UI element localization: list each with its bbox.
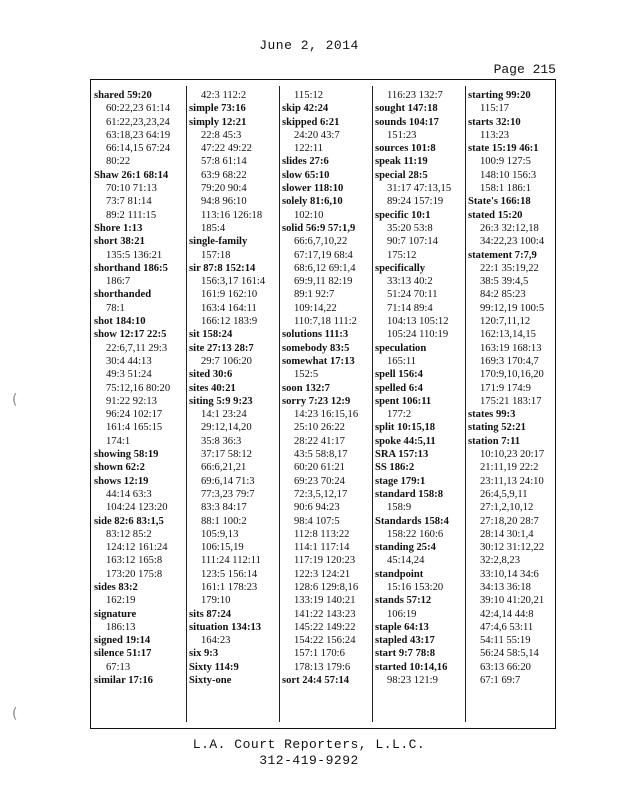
index-reference: 78:1 xyxy=(106,302,125,314)
index-reference: 42:3 112:2 xyxy=(201,90,247,101)
index-reference: 22:6,7,11 29:3 xyxy=(106,342,168,354)
index-term: special 28:5 xyxy=(375,169,428,181)
column-divider xyxy=(186,86,187,722)
index-term: stage 179:1 xyxy=(375,475,426,487)
index-reference: 23:11,13 24:10 xyxy=(480,475,544,487)
index-reference: 57:8 61:14 xyxy=(201,156,247,168)
index-reference: 112:8 113:22 xyxy=(294,528,350,540)
index-reference: 165:11 xyxy=(387,355,417,367)
index-term: solely 81:6,10 xyxy=(282,196,343,208)
index-reference: 42:4,14 44:8 xyxy=(480,608,534,620)
index-reference: 117:19 120:23 xyxy=(294,555,356,567)
index-reference: 111:24 112:11 xyxy=(201,555,261,567)
index-reference: 31:17 47:13,15 xyxy=(387,183,452,195)
index-term: Shore 1:13 xyxy=(94,222,143,234)
index-reference: 89:24 157:19 xyxy=(387,196,444,208)
index-term: state 15:19 46:1 xyxy=(468,143,539,155)
index-reference: 110:7,18 111:2 xyxy=(294,316,357,328)
index-term: standpoint xyxy=(375,568,424,580)
index-term: spent 106:11 xyxy=(375,395,432,407)
index-term: statement 7:7,9 xyxy=(468,249,537,261)
index-reference: 69:9,11 82:19 xyxy=(294,276,353,288)
index-reference: 22:1 35:19,22 xyxy=(480,262,539,274)
index-term: solid 56:9 57:1,9 xyxy=(282,222,356,234)
index-reference: 71:14 89:4 xyxy=(387,302,433,314)
index-term: siting 5:9 9:23 xyxy=(189,395,253,407)
index-reference: 115:17 xyxy=(480,103,510,115)
index-reference: 114:1 117:14 xyxy=(294,542,350,554)
index-term: SRA 157:13 xyxy=(375,449,429,461)
index-reference: 105:9,13 xyxy=(201,528,239,540)
index-reference: 21:11,19 22:2 xyxy=(480,462,539,474)
index-reference: 63:18,23 64:19 xyxy=(106,129,171,141)
index-term: SS 186:2 xyxy=(375,462,415,474)
index-reference: 141:22 143:23 xyxy=(294,608,356,620)
index-term: sits 87:24 xyxy=(189,608,232,620)
index-term: spelled 6:4 xyxy=(375,382,423,394)
index-reference: 135:5 136:21 xyxy=(106,249,163,261)
index-term: spoke 44:5,11 xyxy=(375,435,436,447)
index-term: Sixty-one xyxy=(189,675,232,687)
index-reference: 99:12,19 100:5 xyxy=(480,302,545,314)
index-term: shown 62:2 xyxy=(94,462,145,474)
index-reference: 186:7 xyxy=(106,276,131,288)
index-reference: 66:6,7,10,22 xyxy=(294,236,348,248)
index-reference: 88:1 100:2 xyxy=(201,515,247,527)
index-reference: 45:14,24 xyxy=(387,555,425,567)
index-reference: 75:12,16 80:20 xyxy=(106,382,171,394)
index-reference: 67:13 xyxy=(106,661,131,673)
column-divider xyxy=(372,86,373,722)
transcript-date: June 2, 2014 xyxy=(259,38,359,53)
index-reference: 30:4 44:13 xyxy=(106,355,152,367)
index-term: standard 158:8 xyxy=(375,488,443,500)
index-reference: 109:14,22 xyxy=(294,302,337,314)
index-reference: 77:3,23 79:7 xyxy=(201,488,255,500)
index-reference: 171:9 174:9 xyxy=(480,382,531,394)
index-reference: 68:6,12 69:1,4 xyxy=(294,262,356,274)
index-reference: 104:24 123:20 xyxy=(106,502,168,514)
index-reference: 60:20 61:21 xyxy=(294,462,345,474)
index-column-1 xyxy=(94,89,186,687)
index-term: skipped 6:21 xyxy=(282,116,340,128)
index-reference: 67:1 69:7 xyxy=(480,675,521,687)
index-reference: 89:2 111:15 xyxy=(106,209,157,221)
index-reference: 162:19 xyxy=(106,595,136,607)
index-reference: 177:2 xyxy=(387,409,412,421)
index-reference: 105:24 110:19 xyxy=(387,329,449,341)
index-term: sit 158:24 xyxy=(189,329,233,341)
index-reference: 185:4 xyxy=(201,222,226,234)
index-term: signature xyxy=(94,608,137,620)
index-reference: 133:19 140:21 xyxy=(294,595,356,607)
index-reference: 84:2 85:23 xyxy=(480,289,526,301)
index-reference: 106:15,19 xyxy=(201,542,244,554)
index-reference: 163:4 164:11 xyxy=(201,302,257,314)
index-reference: 14:23 16:15,16 xyxy=(294,409,359,421)
index-reference: 39:10 41:20,21 xyxy=(480,595,545,607)
index-term: sounds 104:17 xyxy=(375,116,439,128)
index-term: sir 87:8 152:14 xyxy=(189,262,256,274)
index-term: skip 42:24 xyxy=(282,103,329,115)
index-reference: 169:3 170:4,7 xyxy=(480,355,539,367)
index-term: spell 156:4 xyxy=(375,369,423,381)
index-term: split 10:15,18 xyxy=(375,422,436,434)
index-term: similar 17:16 xyxy=(94,675,153,687)
index-reference: 10:10,23 20:17 xyxy=(480,449,545,461)
index-reference: 49:3 51:24 xyxy=(106,369,152,381)
index-column-3 xyxy=(282,89,374,687)
index-term: solutions 111:3 xyxy=(282,329,349,341)
index-term: speculation xyxy=(375,342,427,354)
index-term: signed 19:14 xyxy=(94,635,151,647)
index-reference: 123:5 156:14 xyxy=(201,568,258,580)
index-reference: 115:12 xyxy=(294,90,324,101)
index-reference: 122:3 124:21 xyxy=(294,568,351,580)
index-reference: 124:12 161:24 xyxy=(106,542,168,554)
index-term: Shaw 26:1 68:14 xyxy=(94,169,169,181)
index-term: speak 11:19 xyxy=(375,156,428,168)
index-term: shot 184:10 xyxy=(94,316,146,328)
index-reference: 158:22 160:6 xyxy=(387,528,444,540)
index-reference: 73:7 81:14 xyxy=(106,196,152,208)
index-reference: 69:23 70:24 xyxy=(294,475,345,487)
index-term: sides 83:2 xyxy=(94,581,138,593)
index-reference: 158:9 xyxy=(387,502,412,514)
index-term: slides 27:6 xyxy=(282,156,329,168)
index-reference: 161:9 162:10 xyxy=(201,289,258,301)
index-reference: 151:23 xyxy=(387,129,417,141)
index-reference: 100:9 127:5 xyxy=(480,156,531,168)
index-reference: 15:16 153:20 xyxy=(387,581,444,593)
index-reference: 47:22 49:22 xyxy=(201,143,252,155)
index-reference: 102:10 xyxy=(294,209,324,221)
index-term: side 82:6 83:1,5 xyxy=(94,515,164,527)
page-number: Page 215 xyxy=(493,62,556,77)
index-reference: 27:1,2,10,12 xyxy=(480,502,534,514)
index-reference: 38:5 39:4,5 xyxy=(480,276,529,288)
index-reference: 26:3 32:12,18 xyxy=(480,222,539,234)
index-term: slower 118:10 xyxy=(282,183,344,195)
index-reference: 44:14 63:3 xyxy=(106,488,152,500)
index-reference: 173:20 175:8 xyxy=(106,568,163,580)
index-term: specific 10:1 xyxy=(375,209,431,221)
index-reference: 27:18,20 28:7 xyxy=(480,515,539,527)
index-term: shows 12:19 xyxy=(94,475,149,487)
index-term: stated 15:20 xyxy=(468,209,523,221)
index-reference: 156:3,17 161:4 xyxy=(201,276,266,288)
index-reference: 113:16 126:18 xyxy=(201,209,263,221)
index-reference: 174:1 xyxy=(106,435,131,447)
index-term: stapled 43:17 xyxy=(375,635,435,647)
index-reference: 178:13 179:6 xyxy=(294,661,351,673)
index-reference: 175:21 183:17 xyxy=(480,395,542,407)
index-term: single-family xyxy=(189,236,248,248)
index-reference: 166:12 183:9 xyxy=(201,316,258,328)
index-term: starting 99:20 xyxy=(468,90,531,101)
index-reference: 158:1 186:1 xyxy=(480,183,531,195)
index-reference: 24:20 43:7 xyxy=(294,129,340,141)
index-term: starts 32:10 xyxy=(468,116,521,128)
column-divider xyxy=(279,86,280,722)
index-reference: 54:11 55:19 xyxy=(480,635,531,647)
index-reference: 186:13 xyxy=(106,621,136,633)
index-reference: 30:12 31:12,22 xyxy=(480,542,545,554)
index-reference: 33:10,14 34:6 xyxy=(480,568,539,580)
index-term: somewhat 17:13 xyxy=(282,355,355,367)
index-term: Standards 158:4 xyxy=(375,515,449,527)
index-reference: 47:4,6 53:11 xyxy=(480,621,534,633)
index-reference: 91:22 92:13 xyxy=(106,395,157,407)
index-term: stating 52:21 xyxy=(468,422,526,434)
index-reference: 66:6,21,21 xyxy=(201,462,247,474)
index-reference: 35:20 53:8 xyxy=(387,222,433,234)
index-reference: 157:18 xyxy=(201,249,231,261)
index-reference: 56:24 58:5,14 xyxy=(480,648,539,660)
index-term: situation 134:13 xyxy=(189,621,262,633)
index-reference: 79:20 90:4 xyxy=(201,183,247,195)
index-reference: 98:4 107:5 xyxy=(294,515,340,527)
index-term: states 99:3 xyxy=(468,409,516,421)
index-term: start 9:7 78:8 xyxy=(375,648,436,660)
index-reference: 148:10 156:3 xyxy=(480,169,537,181)
index-term: sited 30:6 xyxy=(189,369,233,381)
index-term: soon 132:7 xyxy=(282,382,330,394)
index-reference: 37:17 58:12 xyxy=(201,449,252,461)
index-reference: 26:4,5,9,11 xyxy=(480,488,528,500)
index-term: State's 166:18 xyxy=(468,196,531,208)
index-reference: 154:22 156:24 xyxy=(294,635,356,647)
index-reference: 113:23 xyxy=(480,129,510,141)
punch-hole-mark: ( xyxy=(12,706,18,722)
index-term: shared 59:20 xyxy=(94,90,152,101)
index-reference: 90:6 94:23 xyxy=(294,502,340,514)
index-reference: 83:12 85:2 xyxy=(106,528,152,540)
index-reference: 163:19 168:13 xyxy=(480,342,542,354)
index-reference: 106:19 xyxy=(387,608,417,620)
index-reference: 34:13 36:18 xyxy=(480,581,531,593)
index-reference: 69:6,14 71:3 xyxy=(201,475,255,487)
column-divider xyxy=(465,86,466,722)
index-reference: 145:22 149:22 xyxy=(294,621,356,633)
index-term: show 12:17 22:5 xyxy=(94,329,167,341)
index-term: Sixty 114:9 xyxy=(189,661,239,673)
index-reference: 128:6 129:8,16 xyxy=(294,581,359,593)
index-column-4 xyxy=(375,89,467,687)
index-term: somebody 83:5 xyxy=(282,342,350,354)
index-reference: 116:23 132:7 xyxy=(387,90,443,101)
index-term: sought 147:18 xyxy=(375,103,438,115)
index-reference: 122:11 xyxy=(294,143,324,155)
index-reference: 43:5 58:8,17 xyxy=(294,449,348,461)
index-reference: 66:14,15 67:24 xyxy=(106,143,171,155)
index-reference: 163:12 165:8 xyxy=(106,555,163,567)
index-reference: 120:7,11,12 xyxy=(480,316,531,328)
index-reference: 157:1 170:6 xyxy=(294,648,345,660)
index-reference: 164:23 xyxy=(201,635,231,647)
index-reference: 175:12 xyxy=(387,249,417,261)
index-reference: 32:2,8,23 xyxy=(480,555,521,567)
index-table xyxy=(90,79,556,729)
index-reference: 14:1 23:24 xyxy=(201,409,247,421)
index-term: simply 12:21 xyxy=(189,116,247,128)
index-reference: 29:7 106:20 xyxy=(201,355,252,367)
footer-company: L.A. Court Reporters, L.L.C. xyxy=(192,737,426,752)
index-reference: 63:13 66:20 xyxy=(480,661,531,673)
index-term: stands 57:12 xyxy=(375,595,432,607)
index-term: shorthand 186:5 xyxy=(94,262,168,274)
index-reference: 96:24 102:17 xyxy=(106,409,163,421)
index-reference: 80:22 xyxy=(106,156,131,168)
index-term: sort 24:4 57:14 xyxy=(282,675,350,687)
index-reference: 33:13 40:2 xyxy=(387,276,433,288)
index-reference: 89:1 92:7 xyxy=(294,289,335,301)
index-reference: 51:24 70:11 xyxy=(387,289,438,301)
punch-hole-mark: ( xyxy=(12,392,18,408)
index-column-2 xyxy=(189,89,281,687)
index-term: specifically xyxy=(375,262,426,274)
index-reference: 28:14 30:1,4 xyxy=(480,528,534,540)
index-term: six 9:3 xyxy=(189,648,219,660)
index-reference: 70:10 71:13 xyxy=(106,183,157,195)
index-term: simple 73:16 xyxy=(189,103,246,115)
index-reference: 25:10 26:22 xyxy=(294,422,345,434)
index-term: sorry 7:23 12:9 xyxy=(282,395,351,407)
index-reference: 161:4 165:15 xyxy=(106,422,163,434)
index-reference: 179:10 xyxy=(201,595,231,607)
index-term: showing 58:19 xyxy=(94,449,159,461)
index-reference: 161:1 178:23 xyxy=(201,581,258,593)
index-reference: 28:22 41:17 xyxy=(294,435,345,447)
index-reference: 29:12,14,20 xyxy=(201,422,252,434)
index-term: short 38:21 xyxy=(94,236,145,248)
index-reference: 72:3,5,12,17 xyxy=(294,488,348,500)
index-reference: 35:8 36:3 xyxy=(201,435,242,447)
index-reference: 63:9 68:22 xyxy=(201,169,247,181)
index-term: site 27:13 28:7 xyxy=(189,342,254,354)
index-reference: 170:9,10,16,20 xyxy=(480,369,544,381)
index-term: sites 40:21 xyxy=(189,382,236,394)
index-reference: 61:22,23,23,24 xyxy=(106,116,170,128)
index-reference: 162:13,14,15 xyxy=(480,329,536,341)
index-reference: 67:17,19 68:4 xyxy=(294,249,353,261)
index-reference: 104:13 105:12 xyxy=(387,316,449,328)
index-term: silence 51:17 xyxy=(94,648,152,660)
index-term: staple 64:13 xyxy=(375,621,429,633)
index-term: shorthanded xyxy=(94,289,152,301)
index-reference: 90:7 107:14 xyxy=(387,236,438,248)
index-reference: 98:23 121:9 xyxy=(387,675,438,687)
index-reference: 34:22,23 100:4 xyxy=(480,236,545,248)
index-term: sources 101:8 xyxy=(375,143,436,155)
index-term: standing 25:4 xyxy=(375,542,436,554)
index-reference: 152:5 xyxy=(294,369,319,381)
index-term: slow 65:10 xyxy=(282,169,330,181)
index-term: station 7:11 xyxy=(468,435,521,447)
index-column-5 xyxy=(468,89,560,687)
footer-phone: 312-419-9292 xyxy=(259,753,359,768)
index-reference: 83:3 84:17 xyxy=(201,502,247,514)
index-reference: 22:8 45:3 xyxy=(201,129,242,141)
index-reference: 94:8 96:10 xyxy=(201,196,247,208)
index-reference: 60:22,23 61:14 xyxy=(106,103,171,115)
index-term: started 10:14,16 xyxy=(375,661,448,673)
